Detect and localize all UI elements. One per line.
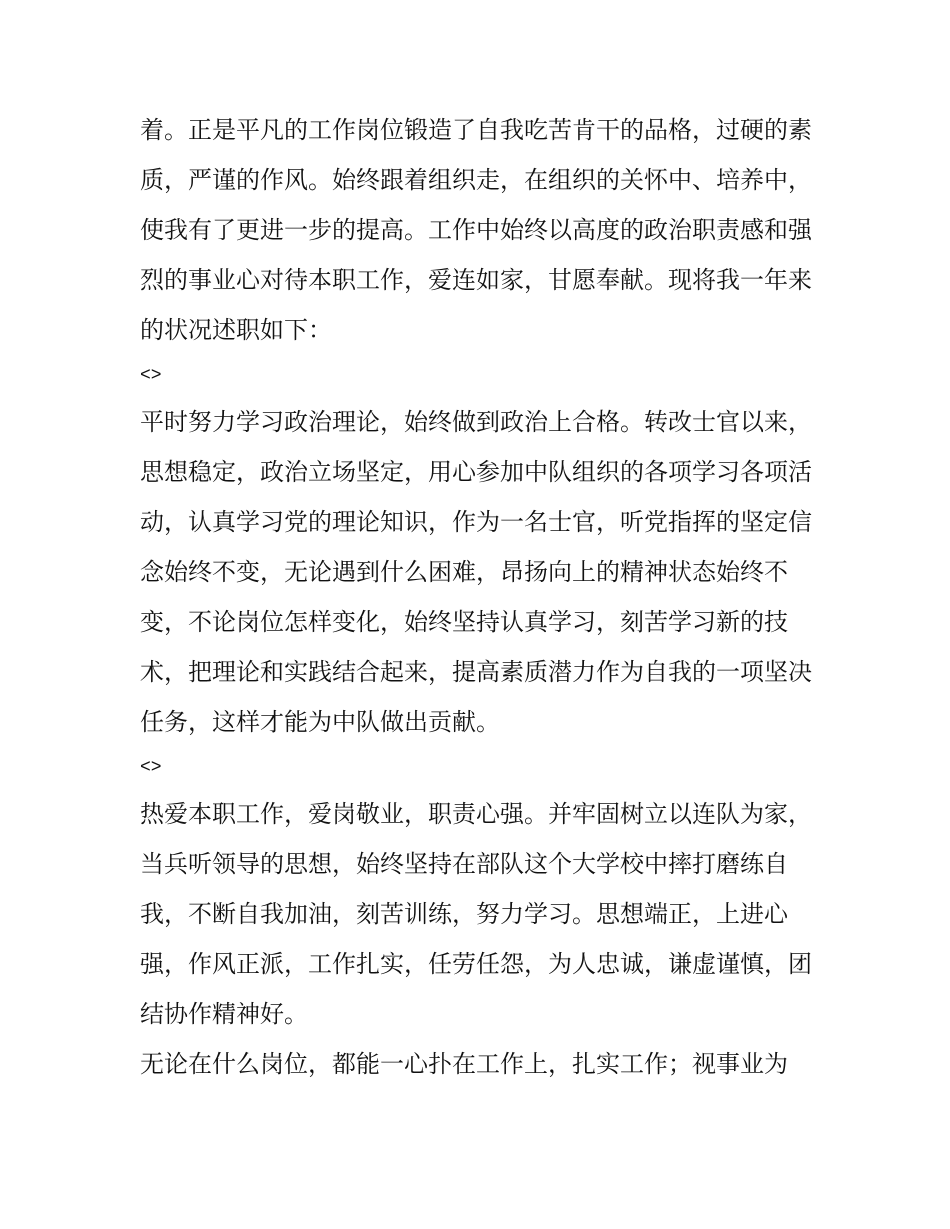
section-separator: <>	[140, 366, 162, 386]
paragraph-continuation: 无论在什么岗位，都能一心扑在工作上，扎实工作；视事业为	[140, 1050, 788, 1078]
paragraph-work-dedication: 热爱本职工作，爱岗敬业，职责心强。并牢固树立以连队为家，当兵听领导的思想，始终坚持在部队这个大学校中摔打磨练自我，不断自我加油，刻苦训练，努力学习。思想端正，上进心强，作风正派，工作扎实，任劳任怨，为人忠诚，谦虚谨慎，团结协作精神好。	[140, 800, 812, 1028]
paragraph-political-study: 平时努力学习政治理论，始终做到政治上合格。转改士官以来，思想稳定，政治立场坚定，用心参加中队组织的各项学习各项活动，认真学习党的理论知识，作为一名士官，听党指挥的坚定信念始终不变，无论遇到什么困难，昂扬向上的精神状态始终不变，不论岗位怎样变化，始终坚持认真学习，刻苦学习新的技术，把理论和实践结合起来，提高素质潜力作为自我的一项坚决任务，这样才能为中队做出贡献。	[140, 408, 812, 736]
paragraph-intro: 着。正是平凡的工作岗位锻造了自我吃苦肯干的品格，过硬的素质，严谨的作风。始终跟着组织走，在组织的关怀中、培养中，使我有了更进一步的提高。工作中始终以高度的政治职责感和强烈的事业心对待本职工作，爱连如家，甘愿奉献。现将我一年来的状况述职如下：	[140, 116, 812, 344]
section-separator: <>	[140, 758, 162, 778]
document-body	[140, 105, 820, 1089]
